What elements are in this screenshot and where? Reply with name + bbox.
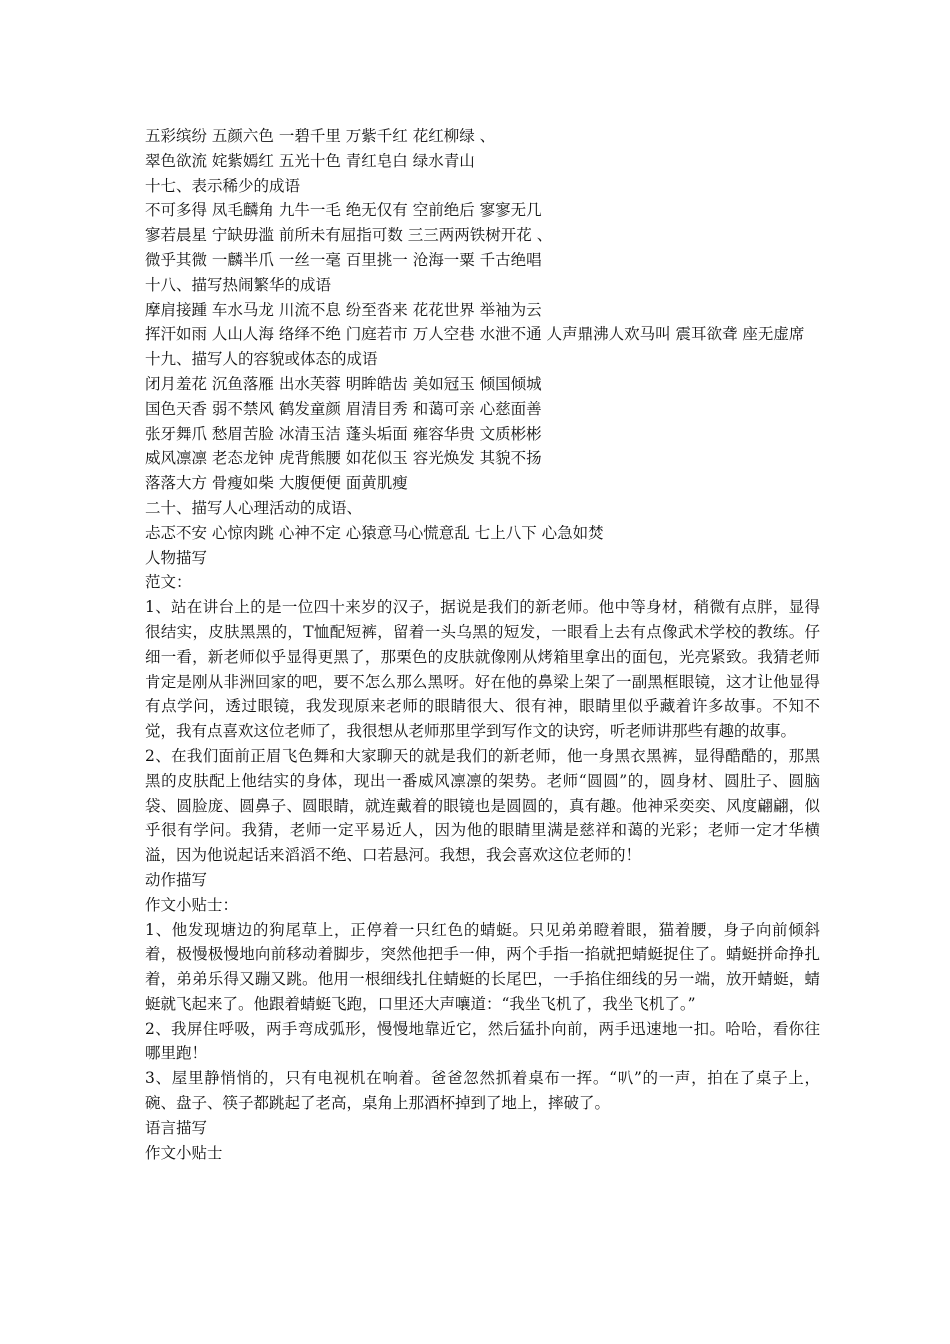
idiom-line-appearance-5: 落落大方 骨瘦如柴 大腹便便 面黄肌瘦: [145, 474, 408, 493]
section-heading-language: 语言描写: [145, 1118, 208, 1137]
idiom-line-colors-2: 翠色欲流 姹紫嫣红 五光十色 青红皂白 绿水青山: [145, 151, 475, 170]
section-heading-19: 十九、描写人的容貌或体态的成语: [145, 350, 378, 369]
idiom-line-appearance-3: 张牙舞爪 愁眉苦脸 冰清玉洁 蓬头垢面 雍容华贵 文质彬彬: [145, 424, 542, 443]
section-heading-17: 十七、表示稀少的成语: [145, 176, 301, 195]
section-heading-20: 二十、描写人心理活动的成语、: [145, 498, 363, 517]
document-page: [145, 124, 820, 1165]
idiom-line-rare-1: 不可多得 凤毛麟角 九牛一毛 绝无仅有 空前绝后 寥寥无几: [145, 201, 542, 220]
idiom-line-mind-1: 忐忑不安 心惊肉跳 心神不定 心猿意马心慌意乱 七上八下 心急如焚: [145, 523, 604, 542]
action-paragraph-1: 1、他发现塘边的狗尾草上，正停着一只红色的蜻蜓。只见弟弟瞪着眼，猫着腰，身子向前倾斜着，极慢极慢地向前移动着脚步，突然他把手一伸，两个手指一掐就把蜻蜓捉住了。蜻蜓拼命挣扎着，弟弟乐得又蹦又跳。他用一根细线扎住蜻蜓的长尾巴，一手掐住细线的另一端，放开蜻蜓，蜻蜓就飞起来了。他跟着蜻蜓飞跑，口里还大声嚷道：“我坐飞机了，我坐飞机了。”: [145, 920, 820, 1013]
idiom-line-appearance-4: 威风凛凛 老态龙钟 虎背熊腰 如花似玉 容光焕发 其貌不扬: [145, 449, 542, 468]
section-heading-character: 人物描写: [145, 548, 208, 567]
sample-paragraph-1: 1、站在讲台上的是一位四十来岁的汉子，据说是我们的新老师。他中等身材，稍微有点胖，显得很结实，皮肤黑黑的，T恤配短裤，留着一头乌黑的短发，一眼看上去有点像武术学校的教练。仔细一看，新老师似乎显得更黑了，那栗色的皮肤就像刚从烤箱里拿出的面包，光亮紧致。我猜老师肯定是刚从非洲回家的吧，要不怎么那么黑呀。好在他的鼻梁上架了一副黑框眼镜，这才让他显得有点学问，透过眼镜，我发现原来老师的眼睛很大、很有神，眼睛里似乎藏着许多故事。不知不觉，我有点喜欢这位老师了，我很想从老师那里学到写作文的诀窍，听老师讲那些有趣的故事。: [145, 598, 820, 741]
sample-label: 范文：: [145, 573, 192, 592]
idiom-line-busy-1: 摩肩接踵 车水马龙 川流不息 纷至沓来 花花世界 举袖为云: [145, 300, 542, 319]
idiom-line-appearance-1: 闭月羞花 沉鱼落雁 出水芙蓉 明眸皓齿 美如冠玉 倾国倾城: [145, 374, 542, 393]
idiom-line-colors-1: 五彩缤纷 五颜六色 一碧千里 万紫千红 花红柳绿 、: [145, 127, 496, 145]
section-heading-18: 十八、描写热闹繁华的成语: [145, 275, 332, 294]
idiom-line-rare-3: 微乎其微 一麟半爪 一丝一毫 百里挑一 沧海一粟 千古绝唱: [145, 250, 542, 269]
tips-label-language: 作文小贴士: [145, 1143, 223, 1162]
action-paragraph-2: 2、我屏住呼吸，两手弯成弧形，慢慢地靠近它，然后猛扑向前，两手迅速地一扣。哈哈，看你往哪里跑！: [145, 1019, 820, 1063]
sample-paragraph-2: 2、在我们面前正眉飞色舞和大家聊天的就是我们的新老师，他一身黑衣黑裤，显得酷酷的，那黑黑的皮肤配上他结实的身体，现出一番威风凛凛的架势。老师“圆圆”的，圆身材、圆肚子、圆脑袋、圆脸庞、圆鼻子、圆眼睛，就连戴着的眼镜也是圆圆的，真有趣。他神采奕奕、风度翩翩，似乎很有学问。我猜，老师一定平易近人，因为他的眼睛里满是慈祥和蔼的光彩；老师一定才华横溢，因为他说起话来滔滔不绝、口若悬河。我想，我会喜欢这位老师的！: [145, 746, 820, 865]
idiom-line-appearance-2: 国色天香 弱不禁风 鹤发童颜 眉清目秀 和蔼可亲 心慈面善: [145, 399, 542, 418]
action-paragraph-3: 3、屋里静悄悄的，只有电视机在响着。爸爸忽然抓着桌布一挥。“叭”的一声，拍在了桌子上，碗、盘子、筷子都跳起了老高，桌角上那酒杯掉到了地上，摔破了。: [145, 1069, 820, 1113]
tips-label-action: 作文小贴士：: [145, 895, 239, 914]
idiom-line-rare-2: 寥若晨星 宁缺毋滥 前所未有屈指可数 三三两两铁树开花 、: [145, 226, 553, 245]
section-heading-action: 动作描写: [145, 870, 208, 889]
idiom-line-busy-2: 挥汗如雨 人山人海 络绎不绝 门庭若市 万人空巷 水泄不通 人声鼎沸人欢马叫 震耳欲聋 座无虚席: [145, 325, 805, 344]
